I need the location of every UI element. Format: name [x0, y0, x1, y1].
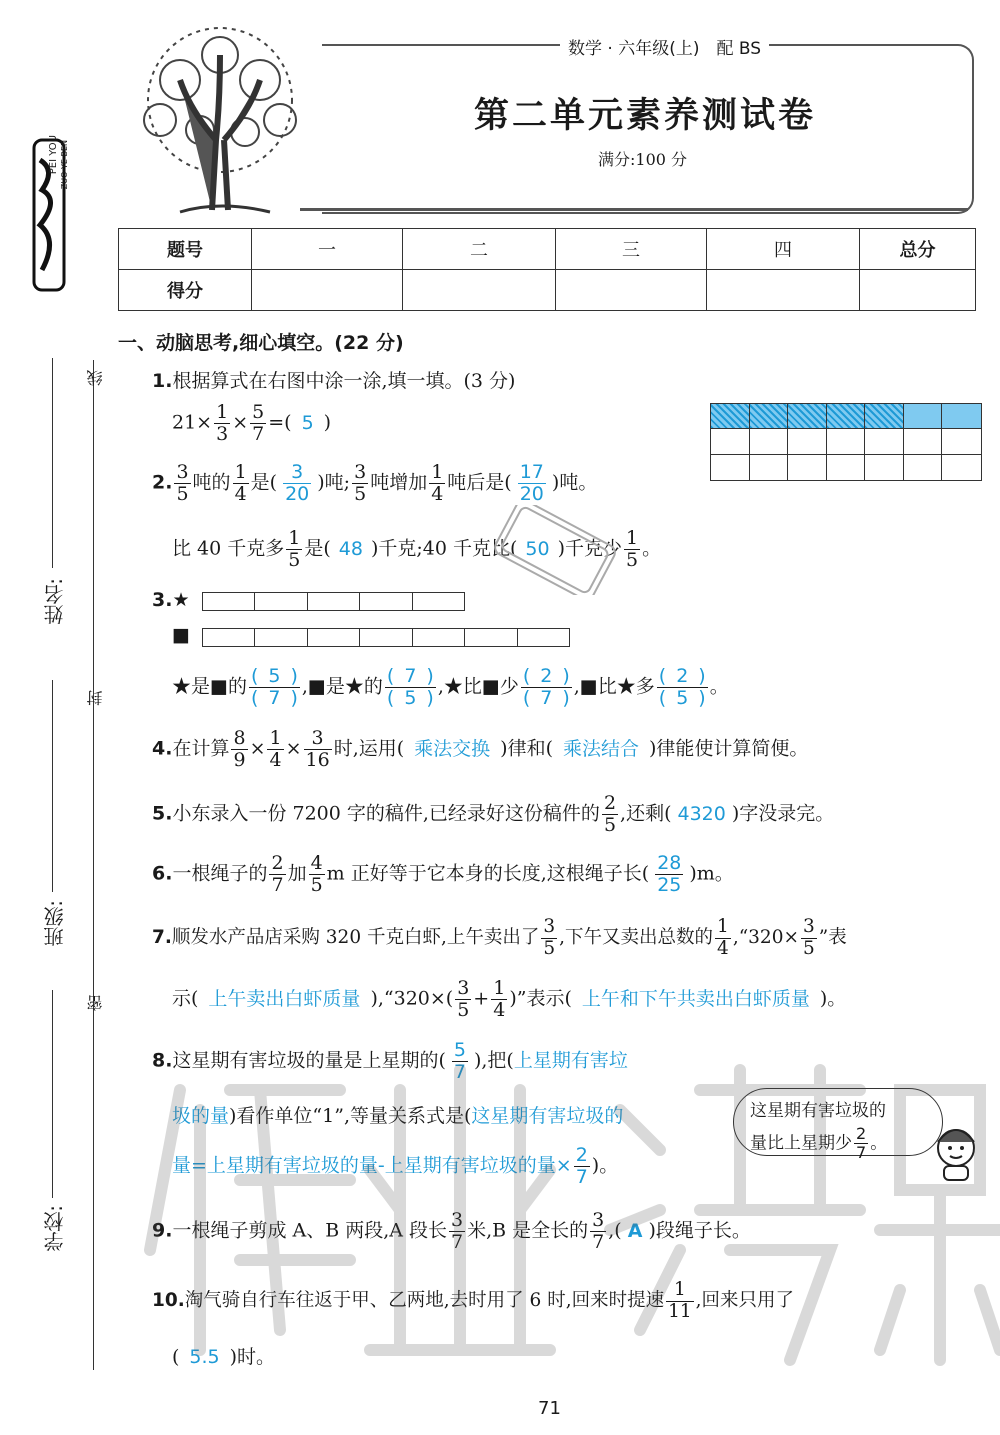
- question-8-line-2: [172, 1101, 623, 1128]
- school-label: 学校:: [43, 1205, 67, 1252]
- q8-t3: )看作单位“1”,等量关系式是(: [229, 1105, 472, 1127]
- question-9: 9.一根绳子剪成 A、B 两段,A 段长 $\frac{3}{7}$ 米,B 是全长的 $\frac{3}{7}$ ,( A )段绳子长。: [152, 1209, 751, 1253]
- question-10-line-1: 10.淘气骑自行车往返于甲、乙两地,去时用了 6 时,回来时提速 $\frac{1}{11}$ ,回来只用了: [152, 1279, 795, 1322]
- q2-t2: 是(: [250, 471, 278, 494]
- question-7-line-1: 7.顺发水产品店采购 320 千克白虾,上午卖出了 $\frac{3}{5}$ ,下午又卖出总数的 $\frac{1}{4}$ ,“320× $\frac{3}{5}$ ”表: [152, 916, 847, 959]
- score-header-3: 三: [556, 229, 707, 270]
- q5-t1: 小东录入一份 7200 字的稿件,已经录好这份稿件的: [172, 802, 600, 825]
- question-3-square-row: [172, 624, 190, 646]
- question-6: 6.一根绳子的 $\frac{2}{7}$ 加 $\frac{4}{5}$ m 正好等于它本身的长度,这根绳子长( $\frac{28}{25}$ )m。: [152, 852, 734, 896]
- class-label: 班级:: [43, 900, 67, 947]
- bubble-line-1: 这星期有害垃圾的: [750, 1101, 886, 1121]
- q8-t4: )。: [591, 1154, 619, 1177]
- q1-expression: [172, 402, 331, 445]
- q2-answer-4[interactable]: 50: [525, 537, 550, 560]
- q4-answer-1[interactable]: 乘法交换: [414, 737, 491, 760]
- q10-l2-t2: )时。: [229, 1346, 276, 1368]
- q3-t1: ★是■的: [172, 675, 247, 698]
- q9-number: 9.: [152, 1219, 173, 1242]
- question-8-line-1: [152, 1040, 628, 1083]
- question-3-star-row: [152, 589, 190, 611]
- q6-t4: )m。: [689, 862, 734, 885]
- q1-frac-2: $\frac{5}{7}$: [252, 401, 265, 445]
- binding-line: [93, 360, 94, 1370]
- star-bar: [202, 592, 465, 611]
- q7-l2-t3: )”表示(: [509, 987, 572, 1010]
- q7-answer-2[interactable]: 上午和下午共卖出白虾质量: [581, 987, 810, 1010]
- score-cell-4[interactable]: [707, 270, 860, 311]
- question-2-line-1: [152, 462, 597, 505]
- section-title: 一、动脑思考,细心填空。(22 分): [118, 332, 404, 354]
- q5-number: 5.: [152, 802, 173, 825]
- q10-t2: ,回来只用了: [695, 1290, 795, 1311]
- q4-number: 4.: [152, 737, 173, 760]
- q9-t3: ,(: [608, 1219, 622, 1242]
- q7-l2-t1: 示(: [172, 987, 199, 1010]
- child-cartoon-icon: [928, 1118, 986, 1182]
- q2-l2-t5: 。: [642, 537, 662, 560]
- question-5: 5.小东录入一份 7200 字的稿件,已经录好这份稿件的 $\frac{2}{5}$ ,还剩( 4320 )字没录完。: [152, 792, 835, 836]
- q3-answer-3[interactable]: $\frac{( 2 )}{( 7 )}$: [522, 665, 570, 709]
- q2-l2-t3: )千克;40 千克比(: [370, 537, 518, 560]
- q8-t2: ),把(: [473, 1049, 514, 1072]
- q1-number: 1.: [152, 370, 173, 392]
- q7-answer-1[interactable]: 上午卖出白虾质量: [208, 987, 361, 1010]
- full-score: 满分:100 分: [598, 150, 688, 169]
- score-cell-1[interactable]: [252, 270, 403, 311]
- brand-pinyin: PEI YOU: [48, 135, 59, 175]
- q3-t5: 。: [709, 675, 729, 698]
- q4-t3: )律和(: [500, 737, 553, 760]
- score-header-2: 二: [403, 229, 556, 270]
- name-field[interactable]: [52, 358, 53, 568]
- q6-answer[interactable]: $\frac{28}{25}$: [657, 852, 682, 896]
- q2-frac-c: $\frac{3}{5}$: [354, 461, 367, 505]
- q7-t3: ,“320×: [732, 927, 799, 948]
- q1-text: 根据算式在右图中涂一涂,填一填。(3 分): [172, 370, 516, 392]
- q5-answer[interactable]: 4320: [677, 802, 726, 825]
- q4-t4: )律能使计算简便。: [649, 737, 809, 760]
- score-cell-2[interactable]: [403, 270, 556, 311]
- seal-mark-mi: 密: [86, 995, 105, 1011]
- q2-answer-3[interactable]: 48: [338, 537, 363, 560]
- q7-l2-t4: )。: [819, 987, 847, 1010]
- class-field[interactable]: [52, 680, 53, 892]
- q1-frac-1: $\frac{1}{3}$: [216, 401, 229, 445]
- q6-number: 6.: [152, 862, 173, 885]
- bubble-line-2: 量比上星期少: [750, 1133, 852, 1153]
- page-number: 71: [538, 1398, 561, 1419]
- q10-l2-t1: (: [172, 1346, 180, 1368]
- q8-answer-3a[interactable]: 这星期有害垃圾的: [471, 1105, 624, 1127]
- name-label: 姓名:: [43, 578, 67, 625]
- score-table: [118, 228, 976, 311]
- square-icon: ■: [172, 624, 190, 646]
- stamp-mark: [480, 505, 630, 595]
- q7-number: 7.: [152, 927, 172, 948]
- q1-expr-pre: 21×: [172, 411, 213, 434]
- school-field[interactable]: [52, 990, 53, 1198]
- q2-t4: 吨增加: [370, 471, 428, 494]
- q3-number: 3.: [152, 589, 173, 611]
- speech-bubble: 这星期有害垃圾的 量比上星期少 $\frac{2}{7}$ 。: [733, 1088, 943, 1156]
- q8-answer-2b[interactable]: 圾的量: [172, 1105, 230, 1127]
- q2-number: 2.: [152, 471, 173, 494]
- q8-answer-1[interactable]: $\frac{5}{7}$: [453, 1039, 466, 1083]
- q2-answer-2[interactable]: $\frac{17}{20}$: [519, 461, 544, 505]
- q7-t1: 顺发水产品店采购 320 千克白虾,上午卖出了: [171, 927, 540, 948]
- q2-l2-t2: 是(: [304, 537, 331, 560]
- q8-answer-3b[interactable]: 量=上星期有害垃圾的量-上星期有害垃圾的量×: [172, 1154, 572, 1177]
- q7-t2: ,下午又卖出总数的: [559, 927, 714, 948]
- page-title: 第二单元素养测试卷: [474, 95, 817, 136]
- q3-answer-4[interactable]: $\frac{( 2 )}{( 5 )}$: [658, 665, 706, 709]
- q3-t3: ,★比■少: [437, 675, 519, 698]
- q2-l2-t4: )千克少: [557, 537, 623, 560]
- q1-times: ×: [232, 411, 249, 434]
- header-frame-bottom: [300, 208, 968, 211]
- q5-t2: ,还剩(: [620, 802, 672, 825]
- q8-answer-2a[interactable]: 上星期有害垃: [513, 1049, 628, 1072]
- q2-t3: )吨;: [317, 471, 351, 494]
- q2-frac-a: $\frac{3}{5}$: [176, 461, 189, 505]
- q1-grid-figure[interactable]: [710, 403, 982, 481]
- question-7-line-2: 示( 上午卖出白虾质量 ),“320×( $\frac{3}{5}$ + $\frac{1}{4}$ )”表示( 上午和下午共卖出白虾质量 )。: [172, 977, 847, 1021]
- q2-t5: 吨后是(: [447, 471, 512, 494]
- score-header-4: 四: [707, 229, 860, 270]
- question-4: 4.在计算 $\frac{8}{9}$ × $\frac{1}{4}$ × $\frac{3}{16}$ 时,运用( 乘法交换 )律和( 乘法结合 )律能使计算简便。: [152, 727, 809, 771]
- subject-label: 数学 · 六年级(上) 配 BS: [560, 34, 769, 59]
- q2-frac-f: $\frac{1}{5}$: [288, 527, 301, 571]
- q4-t2: 时,运用(: [333, 737, 405, 760]
- q1-eq: =(: [268, 411, 292, 434]
- q2-t6: )吨。: [551, 471, 598, 494]
- q6-t1: 一根绳子的: [172, 862, 268, 885]
- q6-t2: 加: [287, 862, 307, 885]
- q8-t1: 这星期有害垃圾的量是上星期的(: [172, 1049, 446, 1072]
- q5-t3: )字没录完。: [731, 802, 835, 825]
- brand-sub: ZUO YE BEN: [60, 140, 69, 190]
- q1-close: ): [323, 411, 332, 434]
- question-8-line-3: [172, 1145, 618, 1188]
- q3-answer-2[interactable]: $\frac{( 7 )}{( 5 )}$: [386, 665, 434, 709]
- score-header-1: 一: [252, 229, 403, 270]
- star-icon: ★: [172, 589, 190, 611]
- seal-mark-xian: 线: [86, 370, 105, 386]
- q3-answer-1[interactable]: $\frac{( 5 )}{( 7 )}$: [250, 665, 298, 709]
- q10-number: 10.: [152, 1290, 185, 1311]
- q10-answer[interactable]: 5.5: [189, 1346, 220, 1368]
- score-row-label: 得分: [119, 270, 252, 311]
- q8-answer-3-frac[interactable]: $\frac{2}{7}$: [575, 1144, 588, 1188]
- q6-t3: m 正好等于它本身的长度,这根绳子长(: [326, 862, 650, 885]
- q4-t1: 在计算: [172, 737, 230, 760]
- q2-t1: 吨的: [192, 471, 231, 494]
- q10-t1: 淘气骑自行车往返于甲、乙两地,去时用了 6 时,回来时提速: [184, 1290, 665, 1311]
- q3-t2: ,■是★的: [301, 675, 383, 698]
- question-1: [152, 366, 515, 393]
- q2-l2-t1: 比 40 千克多: [172, 537, 285, 560]
- q7-t4: ”表: [818, 927, 847, 948]
- q7-l2-t2: ),“320×(: [370, 987, 454, 1010]
- q2-frac-g: $\frac{1}{5}$: [626, 527, 639, 571]
- q1-answer[interactable]: 5: [301, 411, 314, 434]
- score-header-total: 总分: [860, 229, 976, 270]
- score-header-tihao: 题号: [119, 229, 252, 270]
- q9-t2: 米,B 是全长的: [467, 1219, 589, 1242]
- q2-frac-e: $\frac{1}{4}$: [431, 461, 444, 505]
- bubble-frac: $\frac{2}{7}$: [856, 1123, 867, 1162]
- question-3-line: [172, 666, 729, 709]
- score-cell-total[interactable]: [860, 270, 976, 311]
- q8-number: 8.: [152, 1049, 173, 1072]
- q9-t1: 一根绳子剪成 A、B 两段,A 段长: [172, 1219, 448, 1242]
- seal-mark-feng: 封: [86, 690, 105, 706]
- score-cell-3[interactable]: [556, 270, 707, 311]
- q4-answer-2[interactable]: 乘法结合: [562, 737, 639, 760]
- square-bar: [202, 628, 570, 647]
- q9-answer[interactable]: A: [627, 1219, 643, 1242]
- q9-t4: )段绳子长。: [648, 1219, 751, 1242]
- question-10-line-2: [172, 1342, 275, 1369]
- tree-illustration: [120, 20, 320, 218]
- q3-t4: ,■比★多: [573, 675, 655, 698]
- q2-answer-1[interactable]: $\frac{3}{20}$: [285, 461, 310, 505]
- q2-frac-b: $\frac{1}{4}$: [234, 461, 247, 505]
